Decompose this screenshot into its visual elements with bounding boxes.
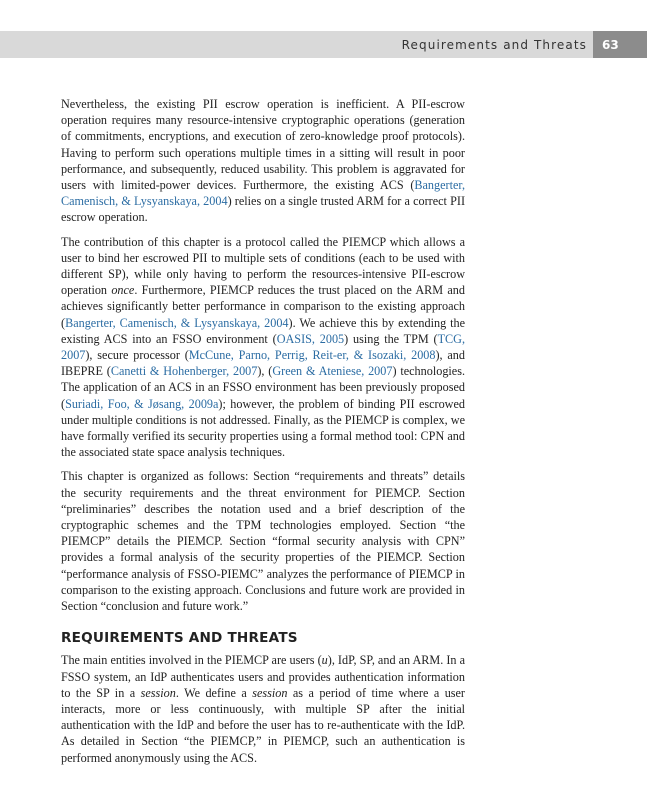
citation-link[interactable]: Bangerter, Camenisch, & Lysyanskaya, 2004 (61, 178, 465, 209)
citation-link[interactable]: TCG, 2007 (61, 331, 466, 363)
citation-link[interactable]: OASIS, 2005 (276, 331, 345, 346)
paragraph-4: The main entities involved in the PIEMCP are users (u), IdP, SP, and an ARM. In a FSSO system, an IdP authenticates users and provides authentication information to the SP in a session. We define a session as a period of time where a user interacts, more or less continuously, with multiple SP after the initial authentication with the IdP and before the user has to re-authenticate with the IdP. As detailed in Section “the PIEMCP,” in PIEMCP, such an authentication is performed anonymously using the ACS. (61, 653, 465, 765)
section-heading: REQUIREMENTS AND THREATS (61, 630, 298, 647)
paragraph-2: The contribution of this chapter is a protocol called the PIEMCP which allows a user to bind her escrowed PII to multiple sets of conditions (each to be used with different SP), while only having to perform the resources-intensive PII-escrow operation once. Furthermore, PIEMCP reduces the trust placed on the ARM and achieves significantly better performance in comparison to the existing approach (Bangerter, Camenisch, & Lysyanskaya, 2004). We achieve this by extending the existing ACS into an FSSO environment (OASIS, 2005) using the TPM (TCG, 2007), secure processor (McCune, Parno, Perrig, Reit-er, & Isozaki, 2008), and IBEPRE (Canetti & Hohenberger, 2007), (Green & Ateniese, 2007) technologies. The application of an ACS in an FSSO environment has been previously proposed (Suriadi, Foo, & Jøsang, 2009a); however, the problem of binding PII escrowed under multiple conditions is not addressed. Finally, as the PIEMCP is complex, we have formally verified its security properties using a formal method tool: CPN and the associated state space analysis techniques. (61, 234, 466, 460)
page-body (61, 96, 465, 774)
citation-link[interactable]: McCune, Parno, Perrig, Reit-er, & Isozaki, 2008 (188, 348, 436, 363)
citation-link[interactable]: Green & Ateniese, 2007 (272, 364, 393, 379)
paragraph-3: This chapter is organized as follows: Section “requirements and threats” details the security requirements and the threat environment for PIEMCP. Section “preliminaries” describes the notation used and a brief description of the cryptographic schemes and the TPM technologies employed. Section “the PIEMCP” details the PIEMCP. Section “formal security analysis with CPN” provides a formal analysis of the security properties of the PIEMCP. Section “performance analysis of FSSO-PIEMC” analyzes the performance of PIEMCP in comparison to the existing approach. Conclusions and future work are provided in Section “conclusion and future work.” (61, 469, 465, 614)
page-number: 63 (593, 31, 647, 58)
paragraph-1: Nevertheless, the existing PII escrow operation is inefficient. A PII-escrow operation requires many resource-intensive cryptographic operations (generation of commitments, encryptions, and execution of zero-knowledge proof protocols). Having to perform such operations multiple times in a sitting will result in poor performance, and subsequently, reduced usability. This problem is aggravated for users with limited-power devices. Furthermore, the existing ACS (Bangerter, Camenisch, & Lysyanskaya, 2004) relies on a single trusted ARM for a correct PII escrow operation. (61, 97, 465, 225)
citation-link[interactable]: Bangerter, Camenisch, & Lysyanskaya, 2004 (65, 315, 289, 330)
citation-link[interactable]: Suriadi, Foo, & Jøsang, 2009a (65, 396, 219, 411)
citation-link[interactable]: Canetti & Hohenberger, 2007 (110, 364, 258, 379)
running-head-title: Requirements and Threats (401, 38, 587, 52)
